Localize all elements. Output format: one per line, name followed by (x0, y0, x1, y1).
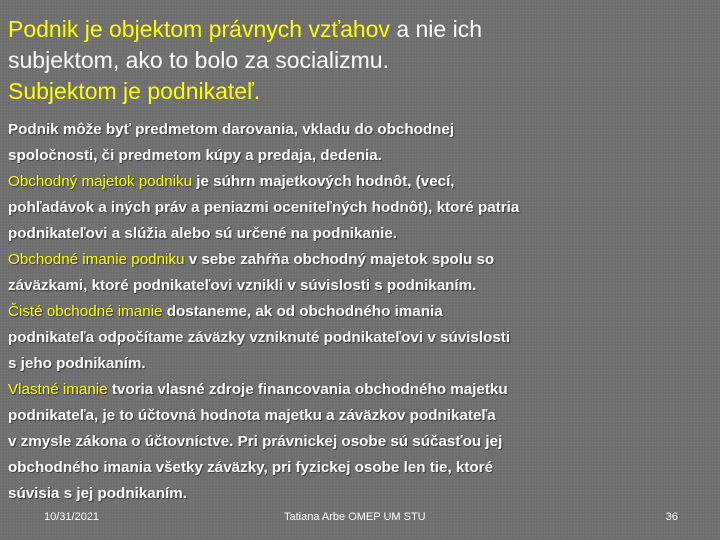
body-text: je súhrn majetkových hodnôt, (vecí, (192, 173, 455, 190)
body-line: podnikateľa, je to účtovná hodnota majetku a záväzkov podnikateľa (8, 407, 496, 424)
slide-heading (8, 14, 708, 107)
body-line: pohľadávok a iných práv a peniazmi oceniteľných hodnôt), ktoré patria (8, 199, 520, 216)
body-line (8, 377, 708, 403)
heading-text: a nie ich (389, 16, 482, 42)
body-line: súvisia s jej podnikaním. (8, 485, 187, 502)
term-obchodne-imanie: Obchodné imanie podniku (8, 251, 185, 268)
heading-highlight: Podnik je objektom právnych vzťahov (8, 16, 390, 42)
body-line: Podnik môže byť predmetom darovania, vkladu do obchodnej (8, 121, 455, 138)
body-line (8, 169, 708, 195)
footer-author: Tatiana Arbe OMEP UM STU (284, 511, 426, 523)
term-ciste-obchodne-imanie: Čisté obchodné imanie (8, 303, 163, 320)
body-line: podnikateľa odpočítame záväzky vzniknuté podnikateľovi v súvislosti (8, 329, 511, 346)
footer-date: 10/31/2021 (44, 511, 100, 523)
body-text: tvoria vlasné zdroje financovania obchodného majetku (107, 381, 508, 398)
body-line (8, 299, 708, 325)
slide-body (8, 117, 708, 507)
term-obchodny-majetok: Obchodný majetok podniku (8, 173, 193, 190)
body-line: v zmysle zákona o účtovníctve. Pri právnickej osobe sú súčasťou jej (8, 433, 503, 450)
body-text: dostaneme, ak od obchodného imania (162, 303, 443, 320)
heading-line-1 (8, 14, 708, 45)
body-text: v sebe zahŕňa obchodný majetok spolu so (184, 251, 495, 268)
body-line: spoločnosti, či predmetom kúpy a predaja, dedenia. (8, 147, 382, 164)
footer-page-number: 36 (665, 511, 678, 523)
body-line: obchodného imania všetky záväzky, pri fyzickej osobe len tie, ktoré (8, 459, 494, 476)
body-line (8, 247, 708, 273)
heading-line-3: Subjektom je podnikateľ. (8, 78, 261, 104)
body-line: záväzkami, ktoré podnikateľovi vznikli v súvislosti s podnikaním. (8, 277, 477, 294)
body-line: s jeho podnikaním. (8, 355, 146, 372)
heading-line-2: subjektom, ako to bolo za socializmu. (8, 47, 389, 73)
term-vlastne-imanie: Vlastné imanie (8, 381, 108, 398)
body-line: podnikateľovi a slúžia alebo sú určené na podnikanie. (8, 225, 398, 242)
